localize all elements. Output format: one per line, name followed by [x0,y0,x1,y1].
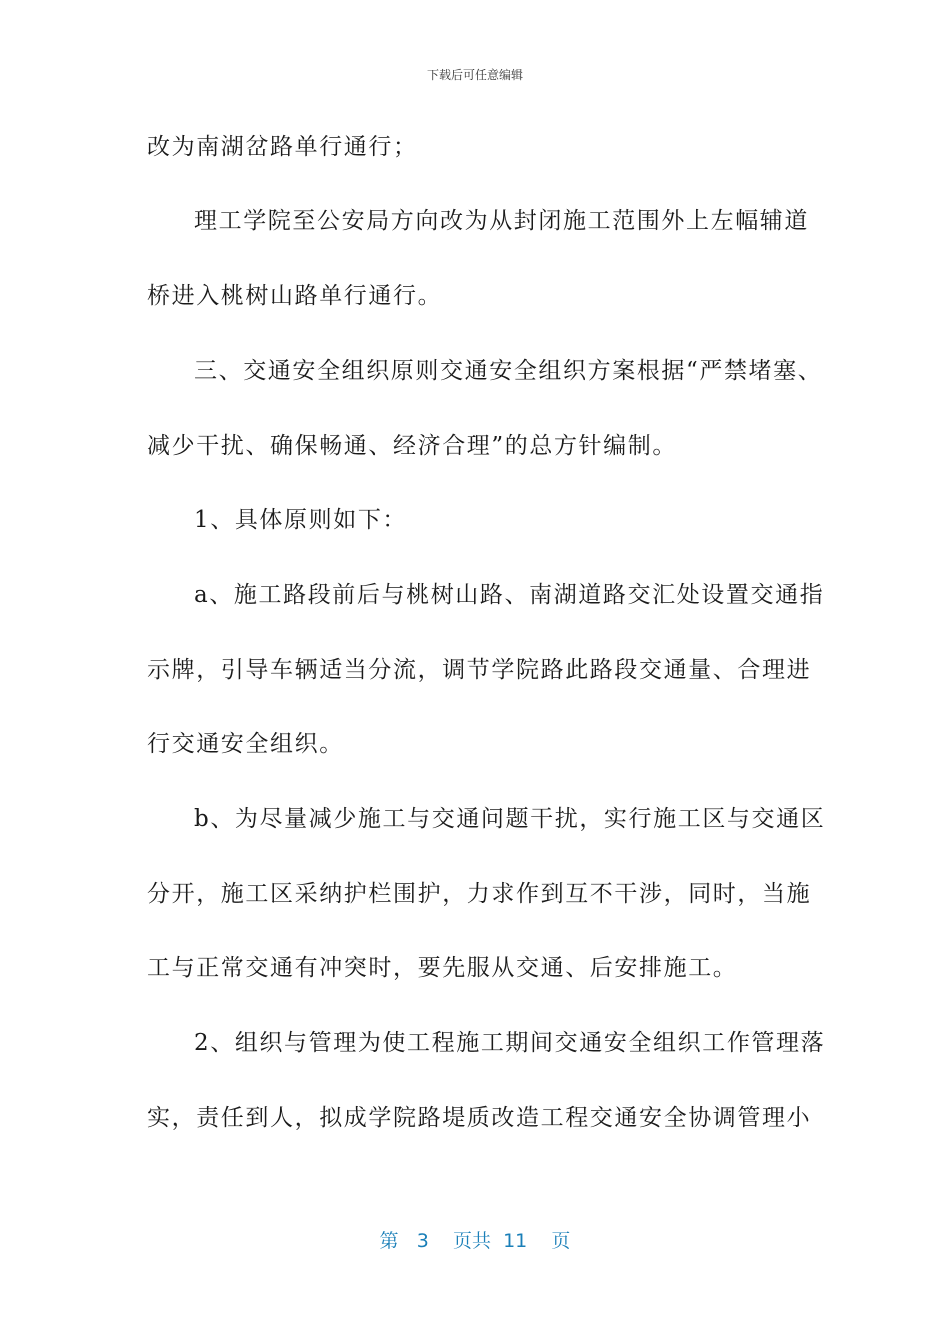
text-line: 改为南湖岔路单行通行； [147,134,418,160]
footer-page-number: 3 [416,1230,429,1252]
footer-middle: 页共 [452,1230,491,1252]
text-line: 实，责任到人，拟成学院路堤质改造工程交通安全协调管理小 [147,1105,812,1131]
footer-suffix: 页 [551,1230,571,1252]
header-note: 下载后可任意编辑 [426,68,523,82]
text-line: 行交通安全组织。 [147,731,344,757]
text-line: 桥进入桃树山路单行通行。 [147,283,443,309]
text-line: a、施工路段前后与桃树山路、南湖道路交汇处设置交通指 [194,582,825,608]
text-line: b、为尽量减少施工与交通问题干扰，实行施工区与交通区 [194,806,826,832]
footer-prefix: 第 [379,1230,399,1252]
text-line: 理工学院至公安局方向改为从封闭施工范围外上左幅辅道 [194,208,809,234]
footer-total-pages: 11 [503,1230,528,1252]
text-line: 2、组织与管理为使工程施工期间交通安全组织工作管理落 [194,1030,826,1056]
text-line: 工与正常交通有冲突时，要先服从交通、后安排施工。 [147,955,738,981]
text-line: 1、具体原则如下： [194,507,408,533]
text-line: 分开，施工区采纳护栏围护，力求作到互不干涉，同时，当施 [147,881,812,907]
text-line: 减少干扰、确保畅通、经济合理”的总方针编制。 [147,433,677,459]
page-footer [0,1226,950,1253]
text-line: 示牌，引导车辆适当分流，调节学院路此路段交通量、合理进 [147,657,812,683]
text-line: 三、交通安全组织原则交通安全组织方案根据“严禁堵塞、 [194,358,823,384]
